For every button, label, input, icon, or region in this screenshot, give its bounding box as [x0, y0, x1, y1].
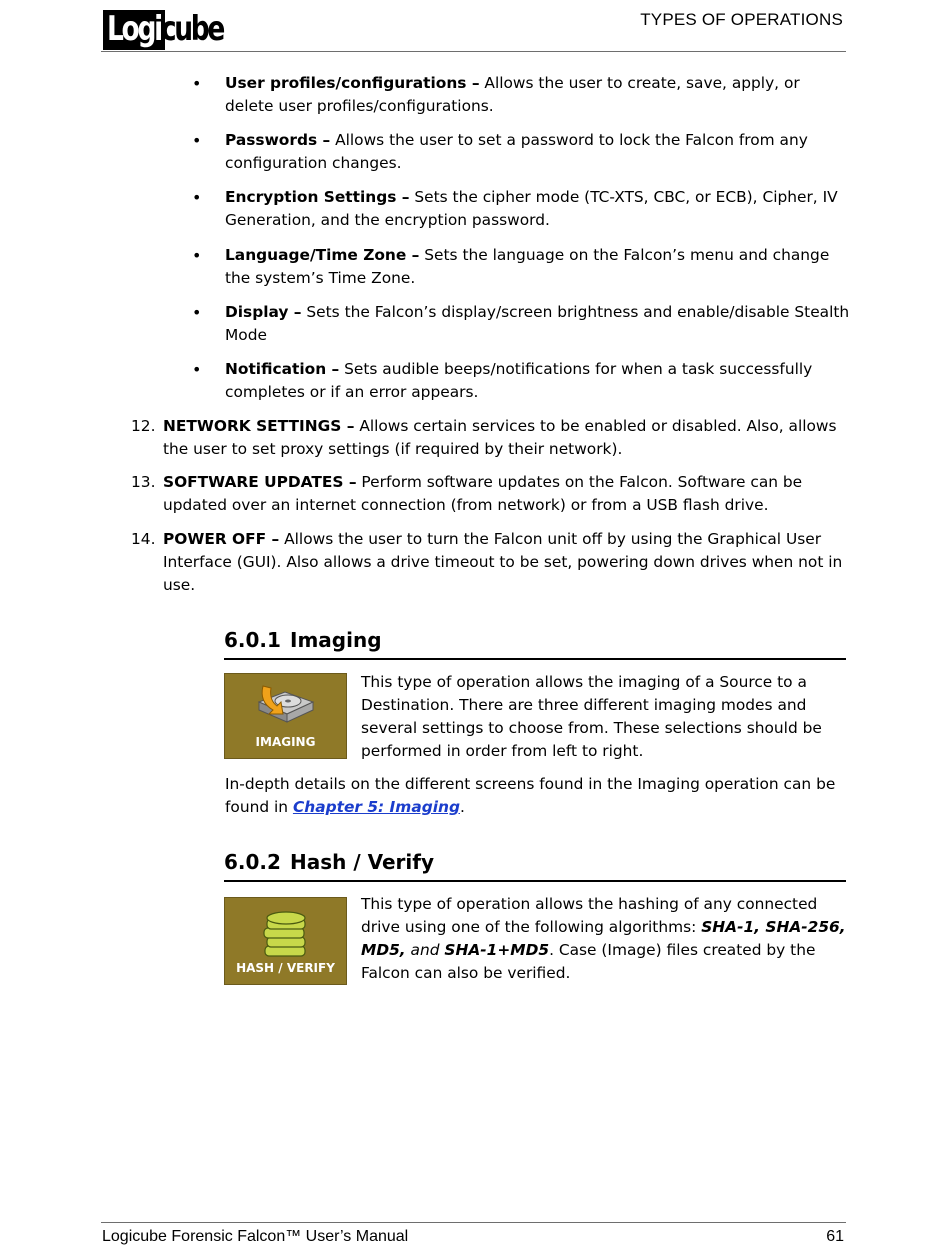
bullet-term: Language/Time Zone –	[225, 246, 420, 264]
algorithm-sha1-md5: SHA-1+MD5	[444, 941, 550, 959]
hash-desc-suffix: . Case (Image) files created by the Falcon can also be verified.	[361, 941, 816, 982]
bullet-display	[192, 301, 850, 347]
bullet-term: Display –	[225, 303, 302, 321]
bullet-dot: •	[192, 131, 202, 150]
page-footer	[101, 1222, 846, 1253]
page-number: 61	[826, 1228, 844, 1245]
bullet-language-time-zone	[192, 244, 850, 290]
bullet-dot: •	[192, 303, 202, 322]
bullet-text: Allows the user to set a password to lock the Falcon from any configuration changes.	[225, 131, 808, 172]
list-number: 14.	[131, 530, 156, 548]
bullet-dot: •	[192, 360, 202, 379]
algorithm-sha1: SHA-1,	[701, 918, 761, 936]
list-text: Perform software updates on the Falcon. Software can be updated over an internet connection (from network) or from a USB flash drive.	[163, 473, 803, 514]
list-item-power-off	[131, 528, 853, 597]
bullet-term: User profiles/configurations –	[225, 74, 480, 92]
bullet-passwords	[192, 129, 850, 175]
list-number: 13.	[131, 473, 156, 491]
imaging-description: This type of operation allows the imaging of a Source to a Destination. There are three different imaging modes and several settings to choose from. These selections should be performed in order from left to right.	[361, 673, 822, 760]
imaging-details	[225, 773, 850, 819]
bullet-text: Allows the user to create, save, apply, or delete user profiles/configurations.	[225, 74, 800, 115]
list-text: Allows the user to turn the Falcon unit off by using the Graphical User Interface (GUI). Also allows a drive timeout to be set, powering down drives when not in use.	[163, 530, 843, 594]
bullet-encryption-settings	[192, 186, 850, 232]
algorithm-md5: MD5,	[361, 941, 406, 959]
bullet-term: Passwords –	[225, 131, 331, 149]
section-heading-hash-verify	[224, 848, 846, 882]
list-item-network-settings	[131, 415, 853, 461]
bullet-term: Notification –	[225, 360, 340, 378]
bullet-text: Sets the Falcon’s display/screen brightness and enable/disable Stealth Mode	[225, 303, 850, 344]
disk-stack-icon	[255, 904, 317, 964]
imaging-operation-icon	[224, 673, 347, 759]
list-term: POWER OFF –	[163, 530, 280, 548]
details-text: In-depth details on the different screens found in the Imaging operation can be found in	[225, 775, 836, 816]
bullet-dot: •	[192, 74, 202, 93]
bullet-dot: •	[192, 188, 202, 207]
bullet-user-profiles	[192, 72, 850, 118]
list-term: SOFTWARE UPDATES –	[163, 473, 357, 491]
chapter-5-imaging-link[interactable]: Chapter 5: Imaging	[292, 798, 460, 816]
and-word: and	[405, 941, 445, 959]
algorithm-sha256: SHA-256,	[760, 918, 846, 936]
header-section-title: TYPES OF OPERATIONS	[640, 10, 843, 29]
footer-manual-title: Logicube Forensic Falcon™ User’s Manual	[102, 1228, 409, 1245]
list-number: 12.	[131, 417, 156, 435]
section-number: 6.0.1	[224, 628, 281, 652]
page-header: Logicube TYPES OF OPERATIONS	[101, 8, 846, 52]
section-number: 6.0.2	[224, 850, 281, 874]
hash-description	[361, 893, 846, 985]
bullet-term: Encryption Settings –	[225, 188, 410, 206]
icon-label: HASH / VERIFY	[236, 961, 335, 975]
list-term: NETWORK SETTINGS –	[163, 417, 355, 435]
icon-label: IMAGING	[255, 735, 316, 749]
bullet-text: Sets audible beeps/notifications for when a task successfully completes or if an error appears.	[225, 360, 813, 401]
section-title: Imaging	[290, 628, 382, 652]
bullet-dot: •	[192, 246, 202, 265]
hash-verify-operation-icon	[224, 897, 347, 985]
list-text: Allows certain services to be enabled or disabled. Also, allows the user to set proxy settings (if required by their network).	[163, 417, 837, 458]
bullet-notification	[192, 358, 850, 404]
hash-desc-text: This type of operation allows the hashing of any connected drive using one of the following algorithms:	[361, 895, 818, 936]
section-heading-imaging	[224, 626, 846, 660]
list-item-software-updates	[131, 471, 853, 517]
bullet-text: Sets the cipher mode (TC-XTS, CBC, or ECB), Cipher, IV Generation, and the encryption password.	[225, 188, 838, 229]
details-suffix: .	[459, 798, 465, 816]
section-title: Hash / Verify	[290, 850, 435, 874]
bullet-text: Sets the language on the Falcon’s menu and change the system’s Time Zone.	[225, 246, 830, 287]
hard-drive-icon	[255, 680, 317, 736]
